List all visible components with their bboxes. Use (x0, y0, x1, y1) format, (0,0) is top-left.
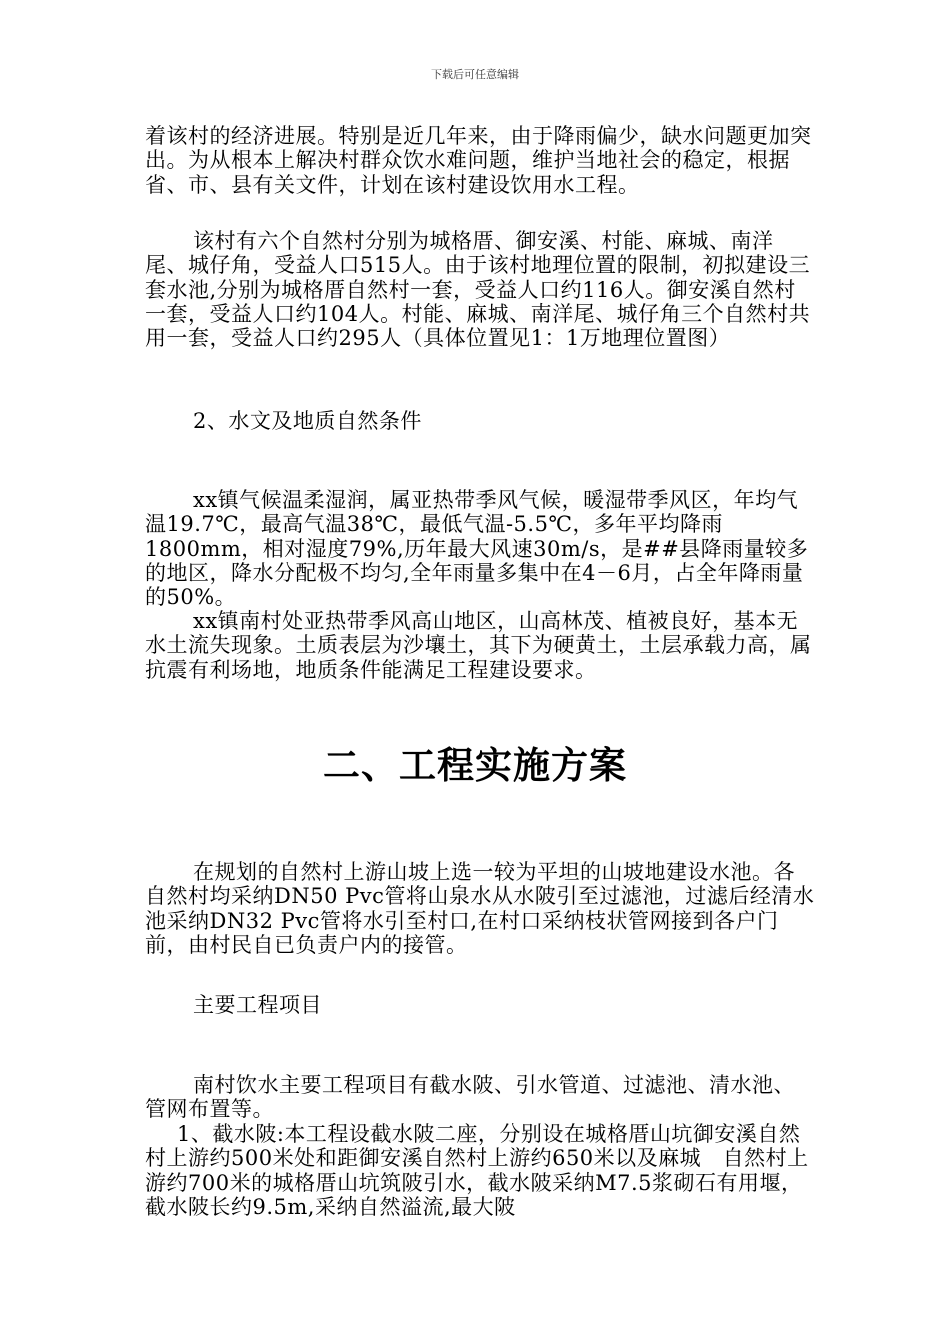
section-heading: 主要工程项目 (193, 993, 322, 1017)
paragraph: xx镇气候温柔湿润，属亚热带季风气候，暖湿带季风区，年均气温19.7℃，最高气温38℃，最低气温-5.5℃，多年平均降雨1800mm，相对湿度79%,历年最大风速30m/s，是##县降雨量较多的地区，降水分配极不均匀,全年雨量多集中在4－6月，占全年降雨量的50%。 (145, 488, 809, 610)
paragraph: 1、截水陂:本工程设截水陂二座，分别设在城格厝山坑御安溪自然村上游约500米处和距御安溪自然村上游约650米以及麻城 自然村上游约700米的城格厝山坑筑陂引水，截水陂采纳M7.5浆砌石有用堰，截水陂长约9.5m,采纳自然溢流,最大陂 (145, 1122, 809, 1219)
paragraph: 在规划的自然村上游山坡上选一较为平坦的山坡地建设水池。各自然村均采纳DN50 Pvc管将山泉水从水陂引至过滤池，过滤后经清水池采纳DN32 Pvc管将水引至村口,在村口采纳枝状管网接到各户门前，由村民自已负责户内的接管。 (145, 860, 815, 957)
paragraph: 南村饮水主要工程项目有截水陂、引水管道、过滤池、清水池、管网布置等。 (145, 1073, 795, 1122)
paragraph: 着该村的经济进展。特别是近几年来，由于降雨偏少，缺水问题更加突出。为从根本上解决村群众饮水难问题，维护当地社会的稳定，根据省、市、县有关文件，计划在该村建设饮用水工程。 (145, 124, 812, 197)
page-header: 下载后可任意编辑 (431, 68, 519, 81)
section-heading: 2、水文及地质自然条件 (193, 409, 422, 433)
page-title: 二、工程实施方案 (323, 744, 627, 787)
paragraph: xx镇南村处亚热带季风高山地区，山高林茂、植被良好，基本无水土流失现象。土质表层为沙壤土，其下为硬黄土，土层承载力高，属抗震有利场地，地质条件能满足工程建设要求。 (145, 609, 812, 682)
paragraph: 该村有六个自然村分别为城格厝、御安溪、村能、麻城、南洋尾、城仔角，受益人口515人。由于该村地理位置的限制，初拟建设三套水池,分别为城格厝自然村一套，受益人口约116人。御安溪自然村一套，受益人口约104人。村能、麻城、南洋尾、城仔角三个自然村共用一套，受益人口约295人（具体位置见1：1万地理位置图） (145, 229, 811, 351)
